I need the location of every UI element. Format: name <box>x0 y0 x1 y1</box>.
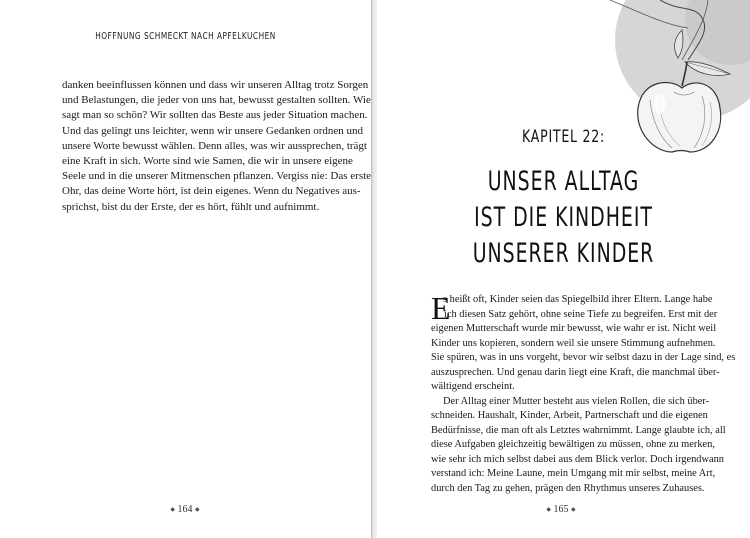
text-line: wältigend erscheint. <box>431 381 515 392</box>
chapter-title-line: UNSERER KINDER <box>472 238 655 269</box>
text-line: Und das gelingt uns leichter, wenn wir unsere Gedanken ordnen und <box>62 124 364 137</box>
left-body-text <box>62 78 371 215</box>
text-line: danken beeinflussen können und dass wir unseren Alltag trotz Sorgen <box>62 79 369 91</box>
text-line: durch den Tag zu gehen, prägen den Rhythmus unseres Zuhauses. <box>431 482 705 494</box>
right-page <box>377 0 750 538</box>
text-line: und Belastungen, die jeder von uns hat, bewusst gestalten sollten. Wie <box>62 94 371 107</box>
text-line: sprichst, bist du der Erste, der es hört, fühlt und aufnimmt. <box>62 200 320 213</box>
text-line: eigenen Mutterschaft wurde mir bewusst, wie wahr er ist. Nicht weil <box>431 323 717 334</box>
page-number <box>155 504 215 515</box>
text-line: verstand ich: Meine Laune, mein Umgang mit mir selbst, meine Art, <box>431 468 716 479</box>
text-line: s heißt oft, Kinder seien das Spiegelbild ihrer Eltern. Lange habe <box>443 294 713 305</box>
text-line: unsere Worte bewusst wählen. Denn alles, was wir aussprechen, trägt <box>62 139 367 152</box>
chapter-title-line: IST DIE KINDHEIT <box>474 202 653 233</box>
folio-ornament-icon: ◆ <box>546 507 551 514</box>
right-body-text <box>431 290 736 496</box>
folio-ornament-icon: ◆ <box>195 507 200 514</box>
chapter-title-line: UNSER ALLTAG <box>487 166 640 197</box>
page-number <box>531 504 591 515</box>
text-line: Ohr, das deine Worte hört, ist dein eigenes. Wenn du Negatives aus- <box>62 185 361 198</box>
page-number-text: 164 <box>177 504 193 515</box>
left-page <box>0 0 371 538</box>
chapter-label: KAPITEL 22: <box>522 127 605 147</box>
text-line: ich diesen Satz gehört, ohne seine Tiefe zu begreifen. Erst mit der <box>444 308 718 320</box>
running-head: HOFFNUNG SCHMECKT NACH APFELKUCHEN <box>95 31 276 42</box>
page-number-text: 165 <box>553 504 569 515</box>
text-line: diese Aufgaben gleichzeitig bewältigen zu müssen, ohne zu merken, <box>431 439 715 450</box>
text-line: auszusprechen. Und genau darin liegt eine Kraft, die manchmal über- <box>431 366 720 378</box>
text-line: sagt man so schön? Wir sollten das Beste aus jeder Situation machen. <box>62 109 368 122</box>
text-line: wie sehr ich mich selbst dabei aus dem Blick verlor. Doch irgendwann <box>431 453 724 465</box>
text-line: eine Kraft in sich. Worte sind wie Samen, die wir in unsere eigene <box>62 155 353 168</box>
folio-ornament-icon: ◆ <box>170 507 175 514</box>
folio-ornament-icon: ◆ <box>571 507 576 514</box>
text-line: Seele und in die unserer Mitmenschen pflanzen. Vergiss nie: Das erste <box>62 170 371 183</box>
text-line: Kinder uns kopieren, sondern weil sie unsere Stimmung aufnehmen. <box>431 337 716 349</box>
text-line: schneiden. Haushalt, Kinder, Arbeit, Partnerschaft und die eigenen <box>431 410 708 421</box>
chapter-title <box>377 164 750 272</box>
text-line: Sie spüren, was in uns vorgeht, bevor wir selbst dazu in der Lage sind, es <box>431 352 736 363</box>
text-line: Bedürfnisse, die man oft als Letztes wahrnimmt. Lange glaubte ich, all <box>431 424 726 436</box>
text-line: Der Alltag einer Mutter besteht aus vielen Rollen, die sich über- <box>443 395 710 407</box>
drop-cap: E <box>431 290 451 326</box>
